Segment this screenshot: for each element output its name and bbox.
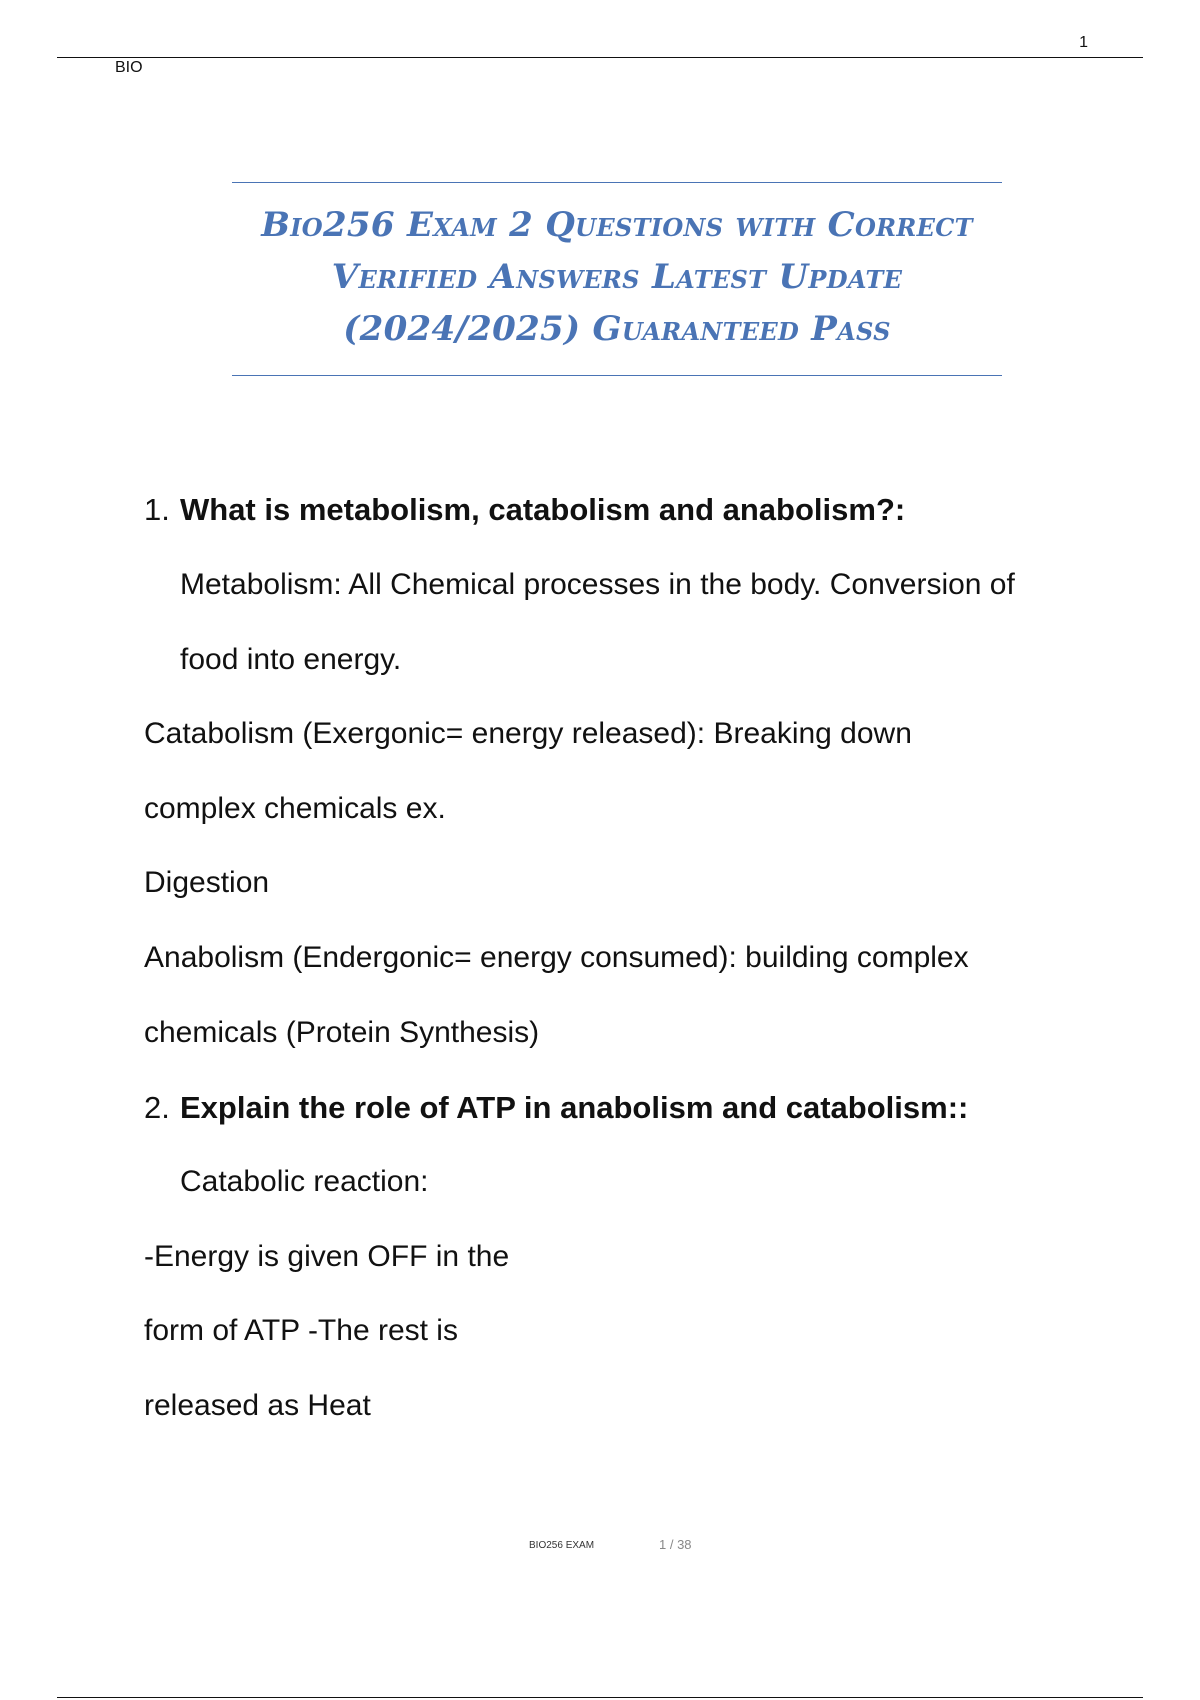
footer-page-indicator: 1 / 38 <box>659 1537 692 1552</box>
answer-line: Anabolism (Endergonic= energy consumed): building complex <box>144 941 969 974</box>
title-line: (2024/2025) Guaranteed Pass <box>343 309 891 349</box>
document-title <box>232 183 1002 355</box>
question-number: 1. <box>144 492 170 527</box>
question-heading <box>144 1090 968 1126</box>
title-line: Verified Answers Latest Update <box>331 257 903 297</box>
answer-line: Catabolism (Exergonic= energy released): Breaking down <box>144 717 912 750</box>
page-number: 1 <box>1079 34 1088 51</box>
footer-doc-label: BIO256 EXAM <box>529 1540 595 1551</box>
answer-line: complex chemicals ex. <box>144 792 446 825</box>
question-number: 2. <box>144 1090 170 1125</box>
answer-line: Catabolic reaction: <box>180 1165 429 1198</box>
question-text: Explain the role of ATP in anabolism and catabolism:: <box>180 1090 969 1125</box>
question-text: What is metabolism, catabolism and anabolism?: <box>180 492 906 527</box>
answer-line: Digestion <box>144 866 270 899</box>
answer-line: released as Heat <box>144 1389 371 1422</box>
answer-line: chemicals (Protein Synthesis) <box>144 1016 540 1049</box>
answer-line: food into energy. <box>180 643 402 676</box>
answer-line: -Energy is given OFF in the <box>144 1240 510 1273</box>
document-title-block <box>232 182 1002 376</box>
question-heading <box>144 492 905 528</box>
title-line: Bio256 Exam 2 Questions with Correct <box>261 205 973 245</box>
answer-line: form of ATP -The rest is <box>144 1314 458 1347</box>
answer-line: Metabolism: All Chemical processes in the body. Conversion of <box>180 568 1015 601</box>
footer-rule <box>57 1697 1143 1698</box>
header-rule <box>57 57 1143 58</box>
header-label: BIO <box>115 59 143 76</box>
